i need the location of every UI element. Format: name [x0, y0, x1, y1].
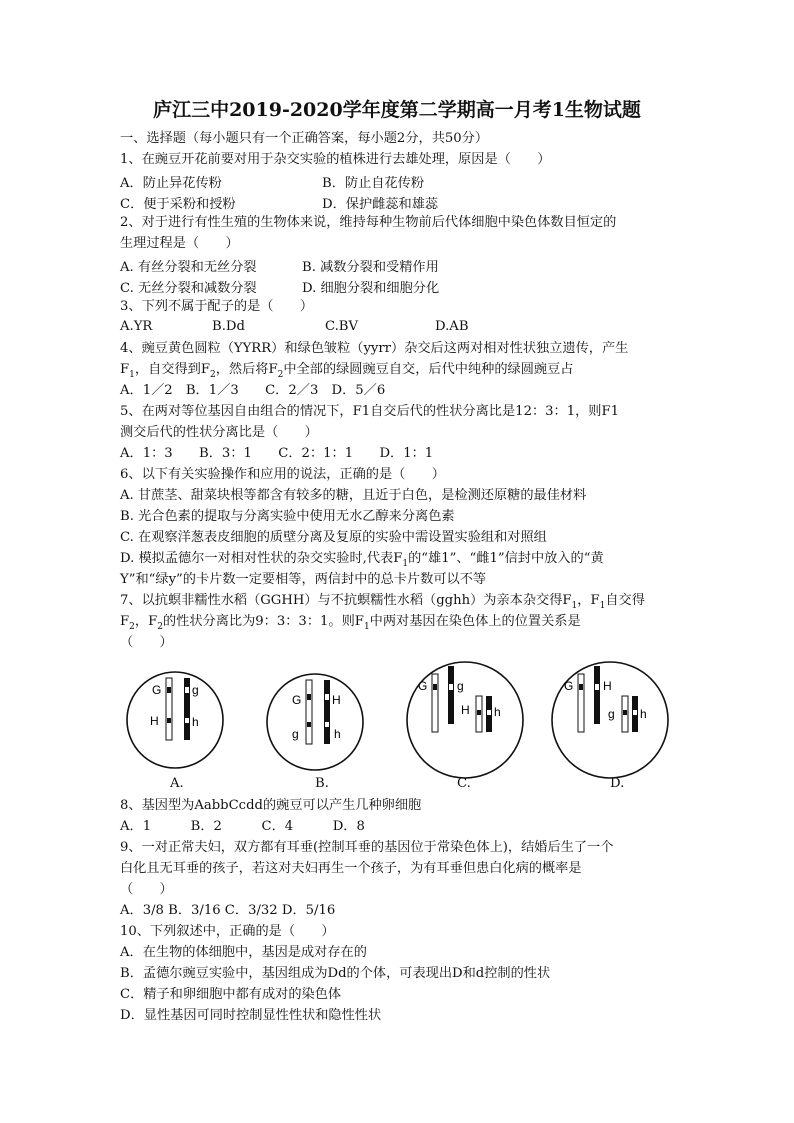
question-9-stem-line3: （ ） — [120, 882, 173, 897]
question-8-stem: 8、基因型为AabbCcdd的豌豆可以产生几种卵细胞 — [120, 798, 422, 813]
section-heading: 一、选择题（每小题只有一个正确答案，每小题2分，共50分） — [120, 131, 489, 146]
q8-options: A．1 B．2 C．4 D．8 — [120, 819, 365, 834]
q6-option-d-line1: D. 模拟孟德尔一对相对性状的杂交实验时,代表$F_1$的“雄1”、“雌1”信封中放入的“黄 — [120, 551, 604, 569]
question-7-stem-line3: （ ） — [120, 635, 173, 650]
q6-option-c: C. 在观察洋葱表皮细胞的质壁分离及复原的实验中需设置实验组和对照组 — [120, 530, 547, 545]
q1-option-d: D．保护雌蕊和雄蕊 — [322, 197, 439, 212]
gene-label: G — [292, 693, 302, 707]
gene-label: H — [150, 714, 159, 728]
question-9-stem-line2: 白化且无耳垂的孩子，若这对夫妇再生一个孩子，为有耳垂但患白化病的概率是 — [120, 861, 582, 876]
question-5-stem-line2: 测交后代的性状分离比是（ ） — [120, 425, 318, 440]
question-7-stem-line2: $F_2$，$F_2$的性状分离比为9：3：3：1。则$F_1$中两对基因在染色体上的位置关系是 — [120, 614, 581, 632]
q2-option-a: A. 有丝分裂和无丝分裂 — [120, 260, 257, 275]
q3-option-d: D.AB — [435, 319, 469, 334]
diagram-a-label: A. — [170, 776, 184, 791]
q10-option-c: C．精子和卵细胞中都有成对的染色体 — [120, 987, 342, 1002]
gene-label: g — [192, 683, 199, 697]
q6-option-d-line2: Y”和“绿y”的卡片数一定要相等，两信封中的总卡片数可以不等 — [120, 572, 487, 587]
diagram-d-label: D. — [610, 776, 625, 791]
q6-option-b: B. 光合色素的提取与分离实验中使用无水乙醇来分离色素 — [120, 509, 455, 524]
chromosome-diagrams — [120, 660, 680, 780]
diagram-d — [552, 662, 668, 778]
gene-label: g — [608, 707, 615, 721]
diagram-a — [127, 672, 223, 768]
q10-option-b: B．孟德尔豌豆实验中，基因组成为Dd的个体，可表现出D和d控制的性状 — [120, 966, 551, 981]
question-10-stem: 10、下列叙述中，正确的是（ ） — [120, 924, 335, 939]
diagram-c — [407, 662, 523, 778]
question-5-stem-line1: 5、在两对等位基因自由组合的情况下，F1自交后代的性状分离比是12：3：1，则F1 — [120, 404, 620, 419]
question-3-stem: 3、下列不属于配子的是（ ） — [120, 299, 314, 314]
gene-label: g — [457, 679, 464, 693]
question-4-stem-line2: $F_1$，自交得到$F_2$，然后将$F_2$中全部的绿圆豌豆自交，后代中纯种的绿圆豌豆占 — [120, 362, 574, 380]
q10-option-d: D．显性基因可同时控制显性性状和隐性性状 — [120, 1008, 382, 1023]
q10-option-a: A．在生物的体细胞中，基因是成对存在的 — [120, 945, 367, 960]
q1-option-a: A．防止异花传粉 — [120, 176, 222, 191]
q2-option-d: D. 细胞分裂和细胞分化 — [302, 281, 440, 296]
gene-label: G — [152, 683, 162, 697]
gene-label: h — [192, 715, 199, 729]
diagram-b — [267, 674, 363, 770]
question-9-stem-line1: 9、一对正常夫妇，双方都有耳垂(控制耳垂的基因位于常染色体上)，结婚后生了一个 — [120, 840, 614, 855]
q9-options: A．3/8 B．3/16 C．3/32 D．5/16 — [120, 903, 336, 918]
gene-label: H — [332, 693, 341, 707]
q1-option-c: C．便于采粉和授粉 — [120, 197, 236, 212]
diagram-c-label: C. — [457, 776, 471, 791]
question-4-stem-line1: 4、豌豆黄色圆粒（YYRR）和绿色皱粒（yyrr）杂交后这两对相对性状独立遗传，产生 — [120, 341, 629, 356]
gene-label: H — [603, 679, 612, 693]
gene-label: h — [494, 705, 501, 719]
q5-options: A．1：3 B．3：1 C．2：1：1 D．1：1 — [120, 446, 434, 461]
gene-label: G — [564, 679, 574, 693]
gene-label: G — [418, 679, 428, 693]
gene-label: h — [334, 727, 341, 741]
q3-option-b: B.Dd — [212, 319, 245, 334]
question-2-stem-line2: 生理过程是（ ） — [120, 236, 239, 251]
q4-options: A．1／2 B．1／3 C．2／3 D．5／6 — [120, 383, 386, 398]
gene-label: h — [640, 707, 647, 721]
question-7-stem-line1: 7、以抗螟非糯性水稻（GGHH）与不抗螟糯性水稻（gghh）为亲本杂交得$F_1$，$F_1$自交得 — [120, 593, 645, 611]
gene-label: H — [461, 703, 470, 717]
question-6-stem: 6、以下有关实验操作和应用的说法，正确的是（ ） — [120, 467, 445, 482]
diagram-b-label: B. — [315, 776, 329, 791]
q3-option-a: A.YR — [120, 319, 153, 334]
gene-label: g — [292, 727, 299, 741]
question-2-stem-line1: 2、对于进行有性生殖的生物体来说，维持每种生物前后代体细胞中染色体数目恒定的 — [120, 215, 617, 230]
q2-option-b: B. 减数分裂和受精作用 — [302, 260, 439, 275]
q6-option-a: A. 甘蔗茎、甜菜块根等都含有较多的糖，且近于白色，是检测还原糖的最佳材料 — [120, 488, 587, 503]
page-title: 庐江三中2019-2020学年度第二学期高一月考1生物试题 — [153, 99, 641, 121]
q2-option-c: C. 无丝分裂和减数分裂 — [120, 281, 257, 296]
question-1-stem: 1、在豌豆开花前要对用于杂交实验的植株进行去雄处理，原因是（ ） — [120, 152, 551, 167]
q3-option-c: C.BV — [325, 319, 359, 334]
q1-option-b: B．防止自花传粉 — [322, 176, 425, 191]
